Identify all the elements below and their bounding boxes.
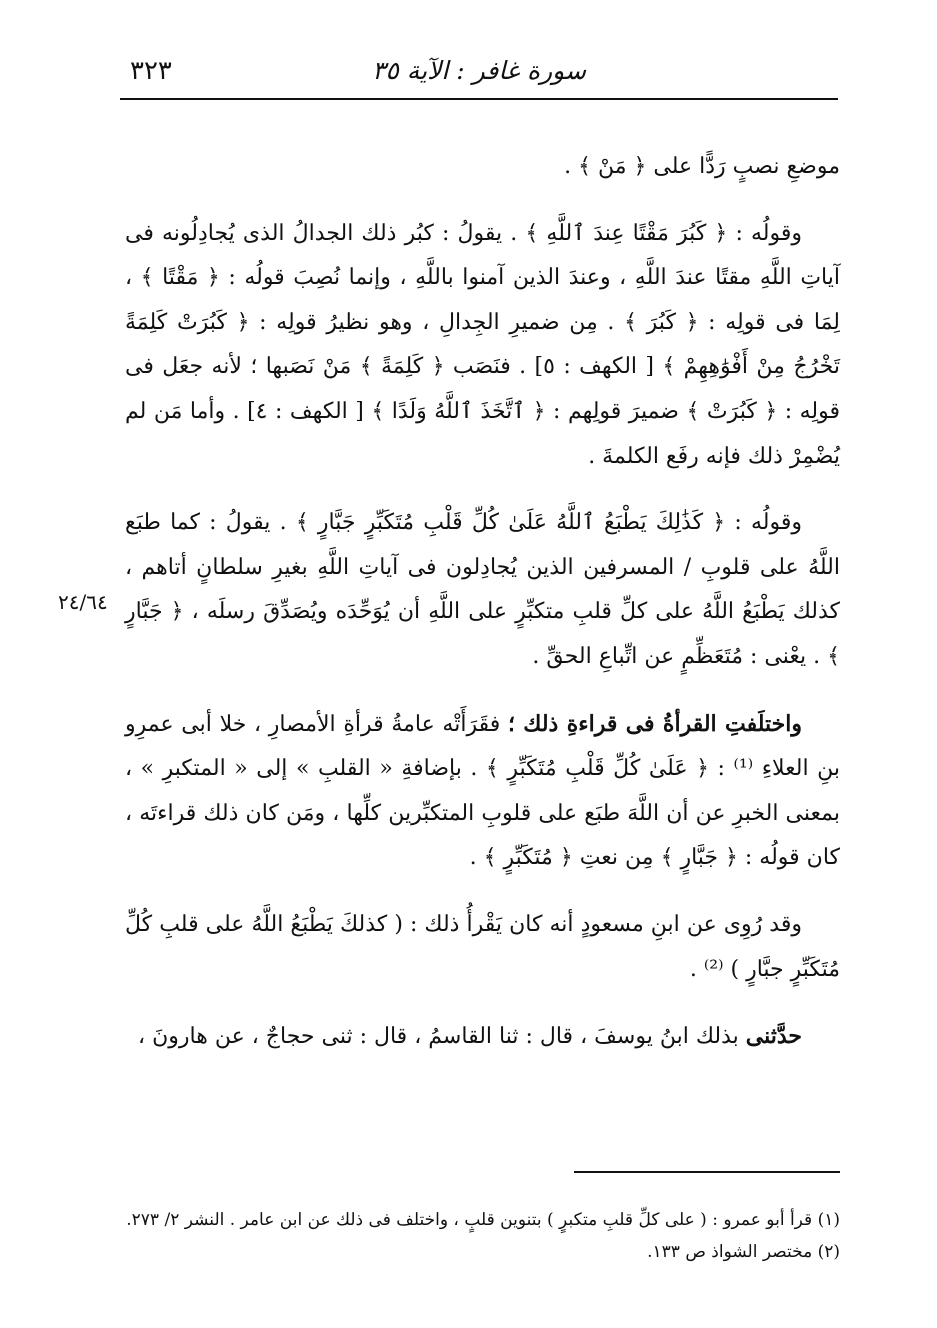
footnotes <box>125 1204 840 1268</box>
paragraph-1: موضعِ نصبٍ رَدًّا على ﴿ مَنْ ﴾ . <box>564 154 840 179</box>
page-body <box>125 145 840 1082</box>
footnote-2: (٢) مختصر الشواذ ص ١٣٣. <box>647 1242 840 1262</box>
paragraph-4-text: فقَرَأَتْه عامةُ قرأةِ الأمصارِ ، خلا أبى عمرِو بنِ العلاءِ ⁽¹⁾ : ﴿ عَلَىٰ كُلِّ قَلْبِ مُتَكَبِّرٍ ﴾ . بإضافةِ « القلبِ » إلى « المتكبرِ » ، بمعنى الخبرِ عن أن اللَّهَ طبَع على قلوبِ المتكبِّرين كلِّها ، ومَن كان ذلك قراءتَه ، كان قولُه : ﴿ جَبَّارٍ ﴾ مِن نعتِ ﴿ مُتَكَبِّرٍ ﴾ . <box>125 711 840 871</box>
page-header <box>120 52 838 94</box>
paragraph-4-lead: واختلَفتِ القرأةُ فى قراءةِ ذلك ؛ <box>507 710 802 737</box>
paragraph-3: وقولُه : ﴿ كَذَٰلِكَ يَطْبَعُ ٱللَّهُ عَلَىٰ كُلِّ قَلْبِ مُتَكَبِّرٍ جَبَّارٍ ﴾ . يقولُ : كما طبَع اللَّهُ على قلوبِ / المسرفين الذين يُجادِلون فى آياتِ اللَّهِ بغيرِ سلطانٍ أتاهم ، كذلك يَطْبَعُ اللَّهُ على كلِّ قلبِ متكبِّرٍ على اللَّهِ أن يُوَحِّدَه ويُصَدِّقَ رسلَه ، ﴿ جَبَّارٍ ﴾ . يعْنى : مُتَعَظِّمٍ عن اتِّباعِ الحقِّ . <box>125 510 840 669</box>
paragraph-5: وقد رُوِى عن ابنِ مسعودٍ أنه كان يَقْرأُ ذلك : ( كذلكَ يَطْبَعُ اللَّهُ على قلبِ كُلِّ مُتَكَبِّرٍ جبَّارٍ ) ⁽²⁾ . <box>125 911 840 982</box>
paragraph-4 <box>125 702 840 881</box>
header-rule <box>120 98 838 100</box>
footnote-1: (١) قرأ أبو عمرو : ( على كلِّ قلبِ متكبرٍ ) بتنوين قلبٍ ، واختلف فى ذلك عن ابن عامر . النشر ٢/ ٢٧٣. <box>126 1210 840 1230</box>
running-head: سورة غافر : الآية ٣٥ <box>371 56 587 85</box>
footnote-rule <box>574 1171 840 1173</box>
paragraph-2: وقولُه : ﴿ كَبُرَ مَقْتًا عِندَ ٱللَّهِ ﴾ . يقولُ : كبُر ذلك الجدالُ الذى يُجادِلُونه فى آياتِ اللَّهِ مقتًا عندَ اللَّهِ ، وعندَ الذين آمنوا باللَّهِ ، وإنما نُصِبَ قولُه : ﴿ مَقْتًا ﴾ ، لِمَا فى قولِه : ﴿ كَبُرَ ﴾ . مِن ضميرِ الجِدالِ ، وهو نظيرُ قولِه : ﴿ كَبُرَتْ كَلِمَةً تَخْرُجُ مِنْ أَفْوَٰهِهِمْ ﴾ [ الكهف : ٥] . فنَصَب ﴿ كَلِمَةً ﴾ مَنْ نَصَبها ؛ لأنه جعَل فى قولِه : ﴿ كَبُرَتْ ﴾ ضميرَ قولِهم : ﴿ ٱتَّخَذَ ٱللَّهُ وَلَدًا ﴾ [ الكهف : ٤] . وأما مَن لم يُضْمِرْ ذلك فإنه رفَع الكلمةَ . <box>125 220 840 469</box>
paragraph-6-text: بذلك ابنُ يوسفَ ، قال : ثنا القاسمُ ، قال : ثنى حجاجٌ ، عن هارونَ ، <box>138 1024 739 1050</box>
paragraph-6-lead: حدَّثنى <box>745 1023 802 1050</box>
margin-reference: ٢٤/٦٤ <box>58 590 108 614</box>
paragraph-6 <box>125 1014 840 1060</box>
page-number: ٣٢٣ <box>130 56 172 86</box>
